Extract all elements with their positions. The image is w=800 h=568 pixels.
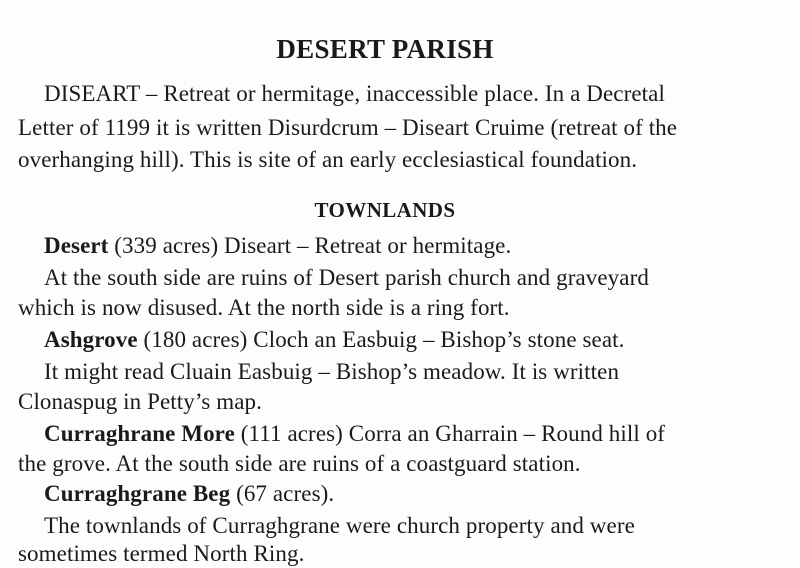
- townland-name: Curraghrane More: [44, 421, 235, 446]
- townland-name: Desert: [44, 233, 109, 258]
- townland-name: Curraghgrane Beg: [44, 481, 231, 506]
- intro-line: Letter of 1199 it is written Disurdcrum – Diseart Cruime (retreat of the: [18, 115, 678, 140]
- townland-description: (67 acres).: [230, 481, 335, 506]
- townland-entry-ashgrove: [44, 326, 625, 354]
- townland-description: (111 acres) Corra an Gharrain – Round hill of: [234, 421, 666, 446]
- page-title: DESERT PARISH: [276, 34, 494, 64]
- intro-line: overhanging hill). This is site of an early ecclesiastical foundation.: [18, 147, 638, 172]
- entry-line: Clonaspug in Petty’s map.: [18, 389, 262, 414]
- intro-line: DISEART – Retreat or hermitage, inaccessible place. In a Decretal: [44, 81, 665, 106]
- townland-entry-desert: [44, 232, 511, 260]
- townland-entry-curraghgrane-beg: [44, 480, 334, 508]
- townland-description: (180 acres) Cloch an Easbuig – Bishop’s stone seat.: [137, 327, 625, 352]
- townland-name: Ashgrove: [44, 327, 138, 352]
- entry-line: It might read Cluain Easbuig – Bishop’s meadow. It is written: [44, 359, 620, 384]
- entry-line: At the south side are ruins of Desert parish church and graveyard: [44, 265, 649, 290]
- entry-line: the grove. At the south side are ruins of a coastguard station.: [18, 451, 581, 476]
- entry-line: which is now disused. At the north side is a ring fort.: [18, 295, 510, 320]
- townland-description: (339 acres) Diseart – Retreat or hermitage.: [108, 233, 512, 258]
- section-heading: TOWNLANDS: [314, 198, 456, 222]
- townland-entry-curraghrane-more: [44, 420, 665, 448]
- entry-line: sometimes termed North Ring.: [18, 541, 305, 566]
- entry-line: The townlands of Curraghgrane were church property and were: [44, 513, 635, 538]
